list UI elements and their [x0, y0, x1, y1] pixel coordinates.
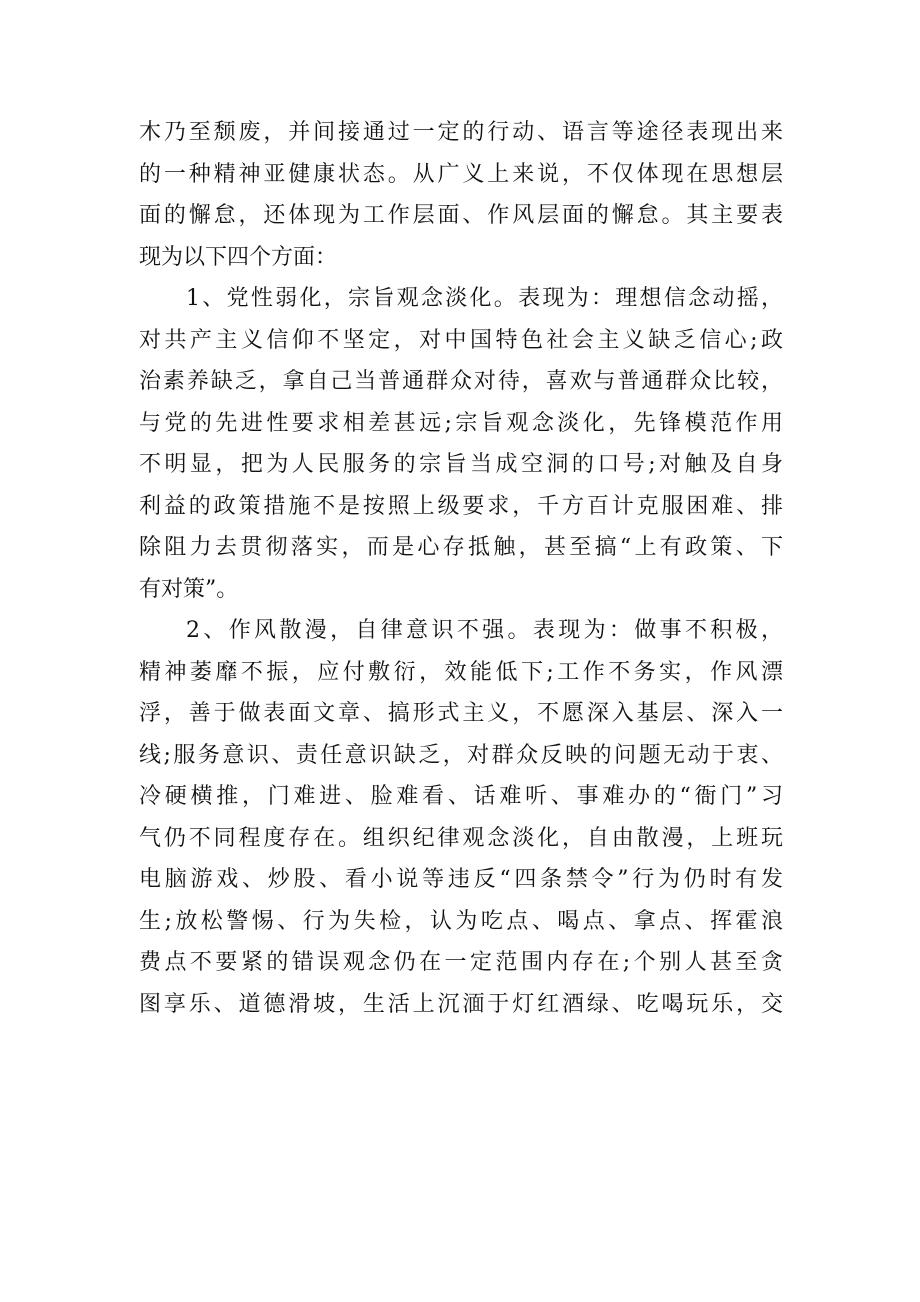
text-line: 的一种精神亚健康状态。从广义上来说，不仅体现在思想层 — [139, 161, 783, 187]
text-line: 木乃至颓废，并间接通过一定的行动、语言等途径表现出来 — [139, 120, 783, 145]
body-text — [139, 112, 783, 1025]
text-line: 精神萎靡不振，应付敷衍，效能低下;工作不务实，作风漂 — [139, 659, 783, 685]
text-line: 生;放松警惕、行为失检，认为吃点、喝点、拿点、挥霍浪 — [139, 908, 783, 934]
paragraph-2-first-line: 2、作风散漫，自律意识不强。表现为：做事不积极， — [186, 618, 783, 643]
text-line: 线;服务意识、责任意识缺乏，对群众反映的问题无动于衷、 — [139, 742, 783, 768]
paragraph-1-first-line: 1、党性弱化，宗旨观念淡化。表现为：理想信念动摇， — [186, 286, 783, 311]
text-line: 有对策”。 — [139, 576, 239, 602]
text-line: 气仍不同程度存在。组织纪律观念淡化，自由散漫，上班玩 — [139, 825, 783, 851]
text-line: 面的懈怠，还体现为工作层面、作风层面的懈怠。其主要表 — [139, 203, 783, 228]
text-line: 治素养缺乏，拿自己当普通群众对待，喜欢与普通群众比较， — [139, 369, 783, 394]
text-line: 电脑游戏、炒股、看小说等违反“四条禁令”行为仍时有发 — [139, 867, 783, 892]
text-line: 利益的政策措施不是按照上级要求，千方百计克服困难、排 — [139, 493, 783, 519]
text-line: 现为以下四个方面： — [139, 244, 338, 270]
text-line: 冷硬横推，门难进、脸难看、话难听、事难办的“衙门”习 — [139, 784, 783, 809]
text-line: 对共产主义信仰不坚定，对中国特色社会主义缺乏信心;政 — [139, 327, 783, 353]
text-line: 不明显，把为人民服务的宗旨当成空洞的口号;对触及自身 — [139, 452, 783, 477]
text-line: 与党的先进性要求相差甚远;宗旨观念淡化，先锋模范作用 — [139, 410, 783, 436]
text-line: 费点不要紧的错误观念仍在一定范围内存在;个别人甚至贪 — [139, 950, 783, 975]
text-line: 浮，善于做表面文章、搞形式主义，不愿深入基层、深入一 — [139, 701, 783, 726]
text-line: 图享乐、道德滑坡，生活上沉湎于灯红酒绿、吃喝玩乐，交 — [139, 991, 783, 1017]
text-line: 除阻力去贯彻落实，而是心存抵触，甚至搞“上有政策、下 — [139, 535, 783, 560]
